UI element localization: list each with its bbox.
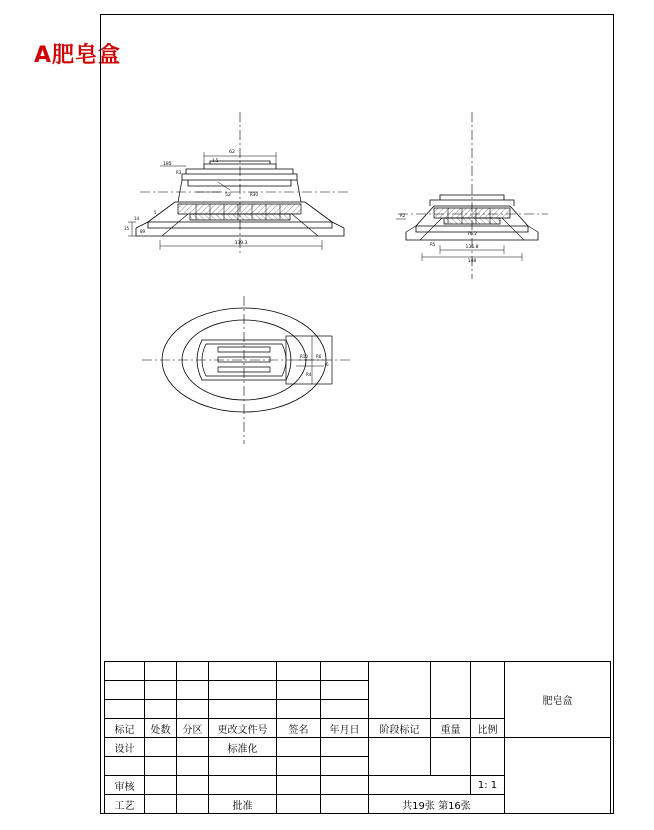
cell-blank xyxy=(277,795,321,814)
cell-blank xyxy=(277,738,321,757)
svg-text:6: 6 xyxy=(326,362,329,367)
cell-blank xyxy=(277,757,321,776)
cell-blank xyxy=(105,757,145,776)
cell-blank xyxy=(369,738,431,776)
header-nianyueri: 年月日 xyxy=(321,719,369,738)
drawing-views xyxy=(100,14,614,654)
header-chushu: 处数 xyxy=(145,719,177,738)
cell-blank xyxy=(321,776,369,795)
header-zhongliang: 重量 xyxy=(431,719,471,738)
cell-blank xyxy=(145,757,177,776)
title-block xyxy=(104,661,610,812)
title-block-table xyxy=(104,661,611,814)
svg-text:14: 14 xyxy=(134,216,140,221)
svg-text:1.5: 1.5 xyxy=(212,158,219,163)
svg-text:R30: R30 xyxy=(250,192,258,197)
cell-blank xyxy=(277,700,321,719)
header-biaoji: 标记 xyxy=(105,719,145,738)
svg-text:62: 62 xyxy=(229,150,235,155)
cell-blank xyxy=(369,662,431,719)
header-qianming: 签名 xyxy=(277,719,321,738)
cell-blank xyxy=(209,776,277,795)
cell-blank xyxy=(277,681,321,700)
svg-text:5: 5 xyxy=(154,210,157,215)
cell-blank xyxy=(321,700,369,719)
cell-blank xyxy=(209,700,277,719)
header-jieduanbiaoji: 阶段标记 xyxy=(369,719,431,738)
svg-text:136.8: 136.8 xyxy=(465,245,479,250)
cell-blank xyxy=(177,757,209,776)
sheet-info: 共19张 第16张 xyxy=(369,795,505,814)
cell-blank xyxy=(177,738,209,757)
svg-text:15: 15 xyxy=(124,226,130,231)
page-title: A肥皂盒 xyxy=(34,43,122,68)
cell-blank xyxy=(321,662,369,681)
cell-blank xyxy=(105,700,145,719)
table-row xyxy=(105,738,611,757)
cell-blank xyxy=(277,776,321,795)
cell-blank xyxy=(321,738,369,757)
cell-blank xyxy=(209,681,277,700)
label-gongyi: 工艺 xyxy=(105,795,145,814)
svg-text:89: 89 xyxy=(140,229,146,234)
cell-blank xyxy=(105,681,145,700)
svg-text:R6: R6 xyxy=(316,354,322,359)
cell-blank xyxy=(145,795,177,814)
cell-blank xyxy=(177,700,209,719)
cell-blank xyxy=(209,757,277,776)
cell-blank xyxy=(177,662,209,681)
label-shenhe: 审核 xyxy=(105,776,145,795)
svg-text:52: 52 xyxy=(225,193,231,198)
cell-blank xyxy=(177,795,209,814)
cell-blank xyxy=(145,738,177,757)
svg-text:76.2: 76.2 xyxy=(466,232,478,237)
label-sheji: 设计 xyxy=(105,738,145,757)
svg-text:R5: R5 xyxy=(430,242,436,247)
scale-value: 1: 1 xyxy=(471,776,505,795)
cell-blank xyxy=(369,776,471,795)
header-gengaiwenjianhao: 更改文件号 xyxy=(209,719,277,738)
cell-blank xyxy=(145,681,177,700)
cell-blank xyxy=(321,681,369,700)
cell-blank xyxy=(505,738,611,814)
cell-blank xyxy=(145,776,177,795)
part-name: 肥皂盒 xyxy=(505,662,611,738)
cell-blank xyxy=(177,776,209,795)
cell-blank xyxy=(321,757,369,776)
svg-text:R2: R2 xyxy=(400,213,406,218)
cell-blank xyxy=(321,795,369,814)
cell-blank xyxy=(145,662,177,681)
label-pizhun: 批准 xyxy=(209,795,277,814)
table-row xyxy=(105,662,611,681)
cell-blank xyxy=(145,700,177,719)
cell-blank xyxy=(105,662,145,681)
header-fenqu: 分区 xyxy=(177,719,209,738)
header-bili: 比例 xyxy=(471,719,505,738)
cell-blank xyxy=(177,681,209,700)
cell-blank xyxy=(277,662,321,681)
cell-blank xyxy=(209,662,277,681)
svg-text:R10: R10 xyxy=(300,354,308,359)
cell-blank xyxy=(431,662,471,719)
svg-text:R4: R4 xyxy=(306,372,312,377)
svg-text:148: 148 xyxy=(467,259,477,264)
label-biaozhunhua: 标准化 xyxy=(209,738,277,757)
cell-blank xyxy=(471,662,505,719)
cell-blank xyxy=(471,738,505,776)
svg-text:339.3: 339.3 xyxy=(234,241,248,246)
svg-text:185: 185 xyxy=(163,162,172,167)
cell-blank xyxy=(431,738,471,776)
views-svg xyxy=(100,14,614,654)
svg-text:R3: R3 xyxy=(176,170,182,175)
